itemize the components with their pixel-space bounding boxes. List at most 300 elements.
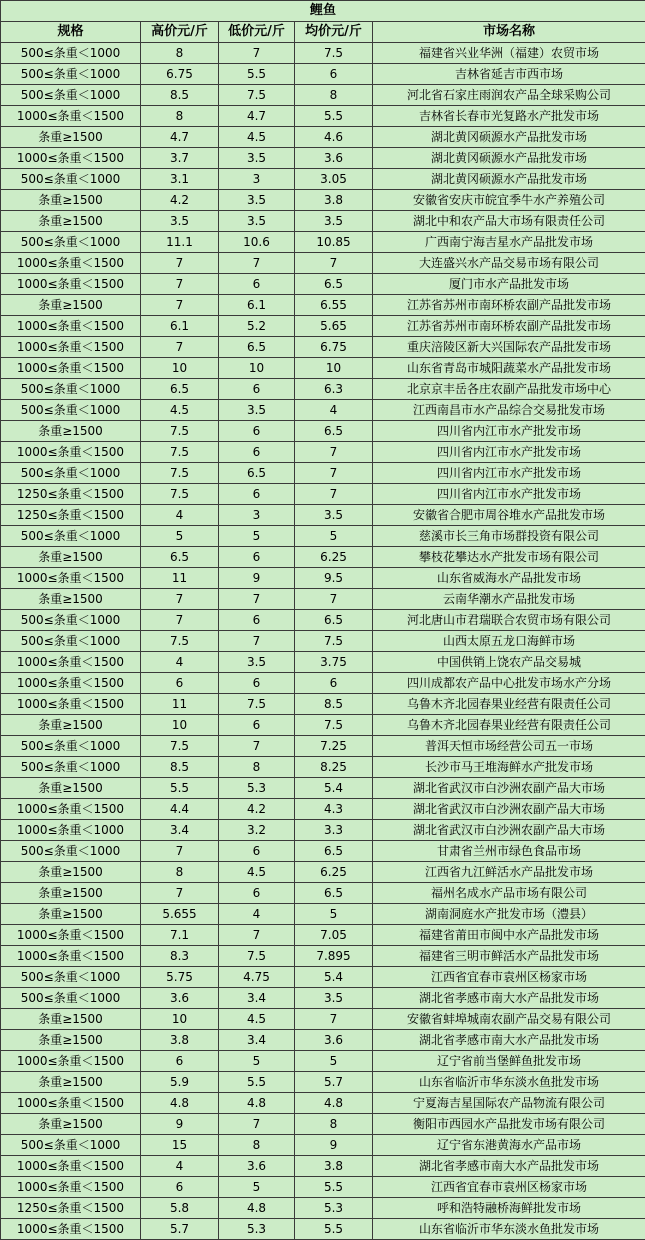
high-price-cell: 3.5	[141, 211, 219, 232]
low-price-cell: 6.1	[219, 295, 295, 316]
market-name-cell: 吉林省延吉市西市场	[373, 64, 645, 85]
table-row	[1, 337, 645, 358]
high-price-cell: 7	[141, 337, 219, 358]
market-name-cell: 安徽省合肥市周谷堆水产品批发市场	[373, 505, 645, 526]
avg-price-cell: 8.25	[295, 757, 373, 778]
spec-cell: 1000≤条重＜1500	[1, 568, 141, 589]
market-name-cell: 大连盛兴水产品交易市场有限公司	[373, 253, 645, 274]
high-price-cell: 4.4	[141, 799, 219, 820]
low-price-cell: 3.5	[219, 148, 295, 169]
spec-cell: 500≤条重＜1000	[1, 232, 141, 253]
avg-price-cell: 5	[295, 1051, 373, 1072]
high-price-cell: 8	[141, 862, 219, 883]
avg-price-cell: 3.05	[295, 169, 373, 190]
table-row	[1, 316, 645, 337]
high-price-cell: 4.8	[141, 1093, 219, 1114]
low-price-cell: 10.6	[219, 232, 295, 253]
market-name-cell: 福建省莆田市闽中水产品批发市场	[373, 925, 645, 946]
spec-cell: 500≤条重＜1000	[1, 400, 141, 421]
high-price-cell: 11	[141, 568, 219, 589]
low-price-cell: 6	[219, 442, 295, 463]
table-row	[1, 568, 645, 589]
table-row	[1, 799, 645, 820]
table-row	[1, 1051, 645, 1072]
table-row	[1, 694, 645, 715]
high-price-cell: 11.1	[141, 232, 219, 253]
low-price-cell: 6	[219, 484, 295, 505]
header-spec: 规格	[1, 22, 141, 43]
market-name-cell: 福建省兴业华洲（福建）农贸市场	[373, 43, 645, 64]
low-price-cell: 7	[219, 589, 295, 610]
table-row	[1, 883, 645, 904]
spec-cell: 500≤条重＜1000	[1, 43, 141, 64]
low-price-cell: 5.3	[219, 1219, 295, 1240]
low-price-cell: 6	[219, 715, 295, 736]
avg-price-cell: 7	[295, 442, 373, 463]
avg-price-cell: 8	[295, 85, 373, 106]
low-price-cell: 4.8	[219, 1093, 295, 1114]
market-name-cell: 湖北黄冈硕源水产品批发市场	[373, 127, 645, 148]
low-price-cell: 3.5	[219, 211, 295, 232]
avg-price-cell: 3.3	[295, 820, 373, 841]
market-name-cell: 江西省九江鲜活水产品批发市场	[373, 862, 645, 883]
table-row	[1, 253, 645, 274]
high-price-cell: 11	[141, 694, 219, 715]
high-price-cell: 7	[141, 841, 219, 862]
low-price-cell: 4.5	[219, 862, 295, 883]
avg-price-cell: 6.5	[295, 883, 373, 904]
avg-price-cell: 7.05	[295, 925, 373, 946]
market-name-cell: 吉林省长春市光复路水产批发市场	[373, 106, 645, 127]
table-title: 鲤鱼	[1, 1, 645, 22]
market-name-cell: 呼和浩特融桥海鲜批发市场	[373, 1198, 645, 1219]
high-price-cell: 7	[141, 610, 219, 631]
avg-price-cell: 7	[295, 253, 373, 274]
low-price-cell: 6	[219, 673, 295, 694]
table-row	[1, 1072, 645, 1093]
spec-cell: 条重≥1500	[1, 904, 141, 925]
spec-cell: 500≤条重＜1000	[1, 631, 141, 652]
market-name-cell: 辽宁省东港黄海水产品市场	[373, 1135, 645, 1156]
avg-price-cell: 6.5	[295, 841, 373, 862]
high-price-cell: 4	[141, 505, 219, 526]
high-price-cell: 3.1	[141, 169, 219, 190]
table-row	[1, 1219, 645, 1240]
high-price-cell: 3.4	[141, 820, 219, 841]
table-row	[1, 211, 645, 232]
spec-cell: 条重≥1500	[1, 1009, 141, 1030]
avg-price-cell: 5	[295, 526, 373, 547]
avg-price-cell: 5.65	[295, 316, 373, 337]
low-price-cell: 4.5	[219, 127, 295, 148]
market-name-cell: 湖北黄冈硕源水产品批发市场	[373, 148, 645, 169]
avg-price-cell: 6.5	[295, 610, 373, 631]
avg-price-cell: 7.25	[295, 736, 373, 757]
avg-price-cell: 5.5	[295, 1219, 373, 1240]
table-row	[1, 736, 645, 757]
high-price-cell: 7.5	[141, 631, 219, 652]
low-price-cell: 7	[219, 43, 295, 64]
avg-price-cell: 6.5	[295, 421, 373, 442]
low-price-cell: 5.2	[219, 316, 295, 337]
spec-cell: 1000≤条重＜1500	[1, 106, 141, 127]
avg-price-cell: 7.5	[295, 715, 373, 736]
avg-price-cell: 6.25	[295, 547, 373, 568]
table-row	[1, 379, 645, 400]
high-price-cell: 5.75	[141, 967, 219, 988]
avg-price-cell: 7.5	[295, 43, 373, 64]
avg-price-cell: 6.75	[295, 337, 373, 358]
high-price-cell: 10	[141, 1009, 219, 1030]
table-row	[1, 862, 645, 883]
table-row	[1, 631, 645, 652]
high-price-cell: 7.5	[141, 484, 219, 505]
table-row	[1, 589, 645, 610]
high-price-cell: 15	[141, 1135, 219, 1156]
spec-cell: 1000≤条重＜1500	[1, 1177, 141, 1198]
table-row	[1, 400, 645, 421]
avg-price-cell: 5.3	[295, 1198, 373, 1219]
table-row	[1, 421, 645, 442]
low-price-cell: 5	[219, 526, 295, 547]
avg-price-cell: 5.5	[295, 1177, 373, 1198]
spec-cell: 1000≤条重＜1500	[1, 1219, 141, 1240]
high-price-cell: 7.5	[141, 463, 219, 484]
low-price-cell: 7.5	[219, 85, 295, 106]
spec-cell: 条重≥1500	[1, 190, 141, 211]
avg-price-cell: 7.5	[295, 631, 373, 652]
low-price-cell: 7	[219, 631, 295, 652]
low-price-cell: 3.5	[219, 652, 295, 673]
table-row	[1, 127, 645, 148]
high-price-cell: 7	[141, 253, 219, 274]
high-price-cell: 4.7	[141, 127, 219, 148]
spec-cell: 条重≥1500	[1, 589, 141, 610]
market-name-cell: 乌鲁木齐北园春果业经营有限责任公司	[373, 694, 645, 715]
market-name-cell: 云南华潮水产品批发市场	[373, 589, 645, 610]
avg-price-cell: 7	[295, 1009, 373, 1030]
spec-cell: 500≤条重＜1000	[1, 757, 141, 778]
market-name-cell: 慈溪市长三角市场群投资有限公司	[373, 526, 645, 547]
market-name-cell: 河北省石家庄雨润农产品全球采购公司	[373, 85, 645, 106]
avg-price-cell: 3.5	[295, 211, 373, 232]
table-row	[1, 547, 645, 568]
market-name-cell: 湖北省孝感市南大水产品批发市场	[373, 988, 645, 1009]
avg-price-cell: 3.6	[295, 148, 373, 169]
spec-cell: 500≤条重＜1000	[1, 988, 141, 1009]
market-name-cell: 四川省内江市水产批发市场	[373, 463, 645, 484]
table-row	[1, 358, 645, 379]
low-price-cell: 8	[219, 1135, 295, 1156]
market-name-cell: 山西太原五龙口海鲜市场	[373, 631, 645, 652]
table-row	[1, 904, 645, 925]
table-row	[1, 652, 645, 673]
market-name-cell: 安徽省安庆市皖宜季牛水产养殖公司	[373, 190, 645, 211]
low-price-cell: 4.2	[219, 799, 295, 820]
market-name-cell: 四川省内江市水产批发市场	[373, 442, 645, 463]
spec-cell: 1250≤条重＜1500	[1, 484, 141, 505]
spec-cell: 500≤条重＜1000	[1, 736, 141, 757]
table-row	[1, 946, 645, 967]
avg-price-cell: 4.6	[295, 127, 373, 148]
spec-cell: 条重≥1500	[1, 127, 141, 148]
table-row	[1, 1114, 645, 1135]
table-row	[1, 295, 645, 316]
avg-price-cell: 6	[295, 673, 373, 694]
market-name-cell: 湖北省武汉市白沙洲农副产品大市场	[373, 799, 645, 820]
header-market-name: 市场名称	[373, 22, 645, 43]
low-price-cell: 3.5	[219, 190, 295, 211]
avg-price-cell: 10	[295, 358, 373, 379]
market-name-cell: 山东省青岛市城阳蔬菜水产品批发市场	[373, 358, 645, 379]
avg-price-cell: 9.5	[295, 568, 373, 589]
spec-cell: 1000≤条重＜1500	[1, 253, 141, 274]
table-row	[1, 169, 645, 190]
header-high-price: 高价元/斤	[141, 22, 219, 43]
avg-price-cell: 6	[295, 64, 373, 85]
avg-price-cell: 6.3	[295, 379, 373, 400]
table-row	[1, 463, 645, 484]
market-name-cell: 山东省威海水产品批发市场	[373, 568, 645, 589]
market-name-cell: 重庆涪陵区新大兴国际农产品批发市场	[373, 337, 645, 358]
table-row	[1, 1177, 645, 1198]
low-price-cell: 8	[219, 757, 295, 778]
low-price-cell: 5	[219, 1051, 295, 1072]
market-name-cell: 湖北省武汉市白沙洲农副产品大市场	[373, 778, 645, 799]
market-name-cell: 湖北黄冈硕源水产品批发市场	[373, 169, 645, 190]
avg-price-cell: 5.5	[295, 106, 373, 127]
low-price-cell: 6.5	[219, 463, 295, 484]
avg-price-cell: 6.5	[295, 274, 373, 295]
low-price-cell: 3.4	[219, 1030, 295, 1051]
high-price-cell: 6.1	[141, 316, 219, 337]
avg-price-cell: 3.8	[295, 1156, 373, 1177]
high-price-cell: 3.6	[141, 988, 219, 1009]
high-price-cell: 7	[141, 295, 219, 316]
low-price-cell: 6	[219, 841, 295, 862]
spec-cell: 条重≥1500	[1, 1114, 141, 1135]
high-price-cell: 5.7	[141, 1219, 219, 1240]
spec-cell: 1000≤条重＜1500	[1, 694, 141, 715]
market-name-cell: 福州名成水产品市场有限公司	[373, 883, 645, 904]
spec-cell: 1000≤条重＜1500	[1, 316, 141, 337]
high-price-cell: 8.5	[141, 757, 219, 778]
avg-price-cell: 8	[295, 1114, 373, 1135]
table-row	[1, 1198, 645, 1219]
table-row	[1, 1156, 645, 1177]
spec-cell: 500≤条重＜1000	[1, 610, 141, 631]
table-row	[1, 778, 645, 799]
high-price-cell: 6	[141, 673, 219, 694]
avg-price-cell: 7	[295, 463, 373, 484]
high-price-cell: 5.9	[141, 1072, 219, 1093]
market-name-cell: 长沙市马王堆海鲜水产批发市场	[373, 757, 645, 778]
market-name-cell: 普洱天恒市场经营公司五一市场	[373, 736, 645, 757]
low-price-cell: 6	[219, 274, 295, 295]
table-row	[1, 820, 645, 841]
avg-price-cell: 7.895	[295, 946, 373, 967]
high-price-cell: 9	[141, 1114, 219, 1135]
low-price-cell: 3.2	[219, 820, 295, 841]
low-price-cell: 7	[219, 1114, 295, 1135]
spec-cell: 500≤条重＜1000	[1, 841, 141, 862]
spec-cell: 条重≥1500	[1, 715, 141, 736]
table-row	[1, 673, 645, 694]
low-price-cell: 6.5	[219, 337, 295, 358]
low-price-cell: 6	[219, 883, 295, 904]
spec-cell: 条重≥1500	[1, 778, 141, 799]
high-price-cell: 8	[141, 106, 219, 127]
table-row	[1, 988, 645, 1009]
table-row	[1, 610, 645, 631]
spec-cell: 条重≥1500	[1, 295, 141, 316]
market-name-cell: 中国供销上饶农产品交易城	[373, 652, 645, 673]
market-name-cell: 安徽省蚌埠城南农副产品交易有限公司	[373, 1009, 645, 1030]
avg-price-cell: 10.85	[295, 232, 373, 253]
high-price-cell: 5	[141, 526, 219, 547]
market-name-cell: 湖北省孝感市南大水产品批发市场	[373, 1156, 645, 1177]
low-price-cell: 3	[219, 505, 295, 526]
spec-cell: 500≤条重＜1000	[1, 85, 141, 106]
low-price-cell: 6	[219, 379, 295, 400]
table-row	[1, 967, 645, 988]
high-price-cell: 4	[141, 652, 219, 673]
market-name-cell: 四川成都农产品中心批发市场水产分场	[373, 673, 645, 694]
spec-cell: 1000≤条重＜1500	[1, 148, 141, 169]
avg-price-cell: 3.5	[295, 505, 373, 526]
high-price-cell: 6.75	[141, 64, 219, 85]
spec-cell: 1000≤条重＜1500	[1, 925, 141, 946]
avg-price-cell: 3.8	[295, 190, 373, 211]
market-name-cell: 北京京丰岳各庄农副产品批发市场中心	[373, 379, 645, 400]
avg-price-cell: 3.75	[295, 652, 373, 673]
spec-cell: 1000≤条重＜1500	[1, 274, 141, 295]
spec-cell: 条重≥1500	[1, 1030, 141, 1051]
avg-price-cell: 9	[295, 1135, 373, 1156]
spec-cell: 条重≥1500	[1, 883, 141, 904]
low-price-cell: 4.5	[219, 1009, 295, 1030]
low-price-cell: 6	[219, 610, 295, 631]
header-avg-price: 均价元/斤	[295, 22, 373, 43]
market-name-cell: 湖南洞庭水产批发市场（澧县）	[373, 904, 645, 925]
low-price-cell: 4.7	[219, 106, 295, 127]
title-row	[1, 1, 645, 22]
low-price-cell: 7.5	[219, 946, 295, 967]
spec-cell: 1000≤条重＜1500	[1, 1156, 141, 1177]
market-name-cell: 山东省临沂市华东淡水鱼批发市场	[373, 1072, 645, 1093]
table-row	[1, 274, 645, 295]
high-price-cell: 3.8	[141, 1030, 219, 1051]
high-price-cell: 4.2	[141, 190, 219, 211]
market-name-cell: 攀枝花攀达水产批发市场有限公司	[373, 547, 645, 568]
spec-cell: 1000≤条重＜1500	[1, 337, 141, 358]
table-row	[1, 43, 645, 64]
high-price-cell: 7	[141, 883, 219, 904]
high-price-cell: 10	[141, 715, 219, 736]
high-price-cell: 7	[141, 589, 219, 610]
table-row	[1, 1135, 645, 1156]
spec-cell: 1000≤条重＜1500	[1, 442, 141, 463]
table-row	[1, 232, 645, 253]
market-name-cell: 辽宁省前当堡鲜鱼批发市场	[373, 1051, 645, 1072]
high-price-cell: 5.8	[141, 1198, 219, 1219]
market-name-cell: 甘肃省兰州市绿色食品市场	[373, 841, 645, 862]
avg-price-cell: 5.4	[295, 967, 373, 988]
high-price-cell: 7.5	[141, 421, 219, 442]
low-price-cell: 4.75	[219, 967, 295, 988]
avg-price-cell: 4	[295, 400, 373, 421]
market-name-cell: 江西省宜春市袁州区杨家市场	[373, 967, 645, 988]
market-name-cell: 山东省临沂市华东淡水鱼批发市场	[373, 1219, 645, 1240]
table-row	[1, 925, 645, 946]
table-row	[1, 526, 645, 547]
market-name-cell: 四川省内江市水产批发市场	[373, 484, 645, 505]
table-row	[1, 148, 645, 169]
high-price-cell: 4.5	[141, 400, 219, 421]
low-price-cell: 7	[219, 253, 295, 274]
low-price-cell: 6	[219, 547, 295, 568]
market-name-cell: 湖北省武汉市白沙洲农副产品大市场	[373, 820, 645, 841]
spec-cell: 500≤条重＜1000	[1, 526, 141, 547]
low-price-cell: 4.8	[219, 1198, 295, 1219]
market-name-cell: 衡阳市西园水产品批发市场有限公司	[373, 1114, 645, 1135]
spec-cell: 500≤条重＜1000	[1, 463, 141, 484]
spec-cell: 1000≤条重＜1500	[1, 1051, 141, 1072]
avg-price-cell: 8.5	[295, 694, 373, 715]
market-name-cell: 湖北中和农产品大市场有限责任公司	[373, 211, 645, 232]
high-price-cell: 8.5	[141, 85, 219, 106]
spec-cell: 1000≤条重＜1500	[1, 946, 141, 967]
spec-cell: 500≤条重＜1000	[1, 64, 141, 85]
market-name-cell: 乌鲁木齐北园春果业经营有限责任公司	[373, 715, 645, 736]
market-name-cell: 福建省三明市鲜活水产品批发市场	[373, 946, 645, 967]
low-price-cell: 3.6	[219, 1156, 295, 1177]
table-row	[1, 1030, 645, 1051]
spec-cell: 1000≤条重＜1500	[1, 1093, 141, 1114]
table-row	[1, 1093, 645, 1114]
table-row	[1, 442, 645, 463]
table-row	[1, 1009, 645, 1030]
spec-cell: 条重≥1500	[1, 421, 141, 442]
avg-price-cell: 5.7	[295, 1072, 373, 1093]
avg-price-cell: 5.4	[295, 778, 373, 799]
header-row	[1, 22, 645, 43]
low-price-cell: 3.5	[219, 400, 295, 421]
market-name-cell: 湖北省孝感市南大水产品批发市场	[373, 1030, 645, 1051]
high-price-cell: 5.655	[141, 904, 219, 925]
high-price-cell: 4	[141, 1156, 219, 1177]
avg-price-cell: 7	[295, 484, 373, 505]
high-price-cell: 7.1	[141, 925, 219, 946]
high-price-cell: 6	[141, 1177, 219, 1198]
low-price-cell: 5.5	[219, 64, 295, 85]
spec-cell: 500≤条重＜1000	[1, 169, 141, 190]
low-price-cell: 7	[219, 925, 295, 946]
high-price-cell: 6	[141, 1051, 219, 1072]
low-price-cell: 6	[219, 421, 295, 442]
high-price-cell: 7.5	[141, 442, 219, 463]
spec-cell: 条重≥1500	[1, 862, 141, 883]
high-price-cell: 10	[141, 358, 219, 379]
table-row	[1, 85, 645, 106]
table-row	[1, 505, 645, 526]
high-price-cell: 3.7	[141, 148, 219, 169]
market-name-cell: 江西南昌市水产品综合交易批发市场	[373, 400, 645, 421]
spec-cell: 1250≤条重＜1500	[1, 505, 141, 526]
low-price-cell: 5.5	[219, 1072, 295, 1093]
table-row	[1, 484, 645, 505]
high-price-cell: 8	[141, 43, 219, 64]
